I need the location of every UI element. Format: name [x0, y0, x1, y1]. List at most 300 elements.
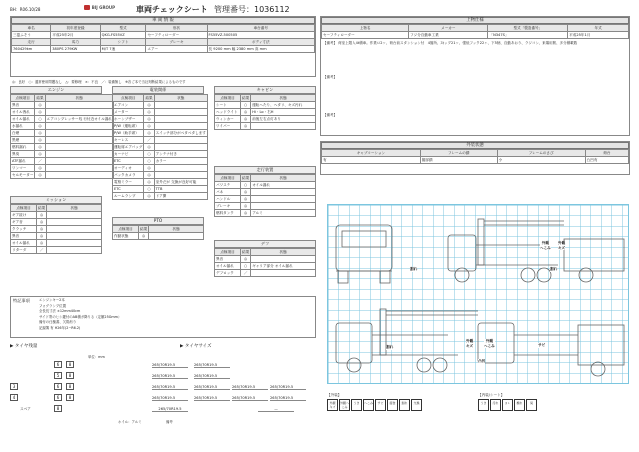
legend-item: 交換	[411, 399, 422, 411]
brand-logo: BIJ GROUP	[84, 5, 115, 11]
check-state: カラー	[154, 158, 207, 165]
check-state	[45, 151, 113, 158]
vehicle-header-cell: ボディ寸法	[207, 39, 314, 46]
upper-spec-title: 上物仕様	[321, 17, 629, 24]
damage-tag-9: 凸凹	[478, 359, 486, 363]
check-header: 点検項目	[11, 95, 35, 102]
check-state	[154, 172, 207, 179]
tyre-size: 265/70R19.5	[194, 374, 230, 379]
check-row	[215, 263, 316, 270]
check-item: パワステ	[215, 182, 241, 189]
check-header: 状態	[47, 205, 102, 212]
upper-header-cell: メーカー	[409, 25, 488, 32]
check-state	[154, 123, 207, 130]
check-result: ◎	[35, 123, 45, 130]
check-item: ETC	[113, 158, 144, 165]
check-row	[113, 233, 204, 240]
check-state: Hi・Lo・右H	[251, 109, 316, 116]
check-result: ◎	[144, 123, 154, 130]
check-result: ◎	[241, 203, 251, 210]
appearance-section	[320, 141, 630, 175]
check-item: キーレス	[113, 137, 144, 144]
running-check-table	[214, 174, 316, 217]
vehicle-header-row	[12, 39, 315, 46]
special-notes	[10, 296, 316, 338]
check-item: ETC	[113, 186, 144, 193]
vehicle-header-cell: 型式	[100, 25, 146, 32]
check-state	[45, 172, 113, 179]
check-item: シート	[215, 102, 241, 109]
special-notes-label: 特記事項	[13, 298, 30, 303]
spare-size-right: —	[258, 407, 294, 412]
check-header: 点検項目	[113, 226, 139, 233]
check-row	[11, 158, 114, 165]
mgmt-number: 管理番号：1036112	[214, 5, 290, 14]
check-state: 室外だが 交換が良好可能	[154, 179, 207, 186]
cabin-check: キャビン 点検項目 結果 状態 シート ○ 運転へたり、ヘタリ、キズ汚れ ヘッドライト ◎ Hi・Lo・右H ウィンカー ◎ 前後左右点灯あり ワイパー ◎	[214, 86, 316, 130]
vehicle-header-cell: 馬力	[51, 39, 100, 46]
check-row	[215, 102, 316, 109]
check-header: 点検項目	[215, 175, 241, 182]
check-state	[154, 165, 207, 172]
check-item: P/W（助手席）	[113, 130, 144, 137]
check-state	[47, 212, 102, 219]
exterior-legend: 【外装】 外観キズ外観へこみうき へこみ サビ 腐食 割れ 交換	[327, 393, 423, 411]
legend-item: 臭	[526, 399, 537, 411]
check-item: 燃料タンク	[215, 210, 241, 217]
check-item: メーター	[113, 109, 144, 116]
upper-value-cell: セーフティローダー	[322, 32, 409, 39]
appearance-value-cell: 有	[322, 157, 421, 164]
vehicle-header-cell: シフト	[100, 39, 146, 46]
check-row	[215, 123, 316, 130]
tyre-size-title: ▶ タイヤサイズ	[180, 344, 212, 349]
check-state: エアコンプレッサー処 行付近オイル漏れ	[46, 117, 112, 121]
check-state	[47, 233, 102, 240]
tyre-size: 265/70R19.5	[270, 385, 306, 390]
tyre-qty-box: 6	[54, 361, 62, 368]
check-result: ◎	[37, 233, 47, 240]
vehicle-value-cell: セーフティローダー	[146, 32, 207, 39]
vehicle-value-cell: M/T 7速	[100, 46, 146, 53]
check-header: 結果	[242, 250, 250, 254]
tyre-size: 265/70R19.5	[152, 374, 188, 379]
check-item: ハンドル	[215, 196, 241, 203]
check-item: 燃料漏れ	[11, 144, 35, 151]
form-code: BH：R06.10/28	[10, 7, 41, 12]
check-item: クラッチ	[11, 226, 37, 233]
vehicle-value-cell: QKG-FS55VZ	[100, 32, 146, 39]
check-row	[11, 240, 102, 247]
damage-tag-2: 外観 キズ	[558, 241, 566, 250]
check-state: 運転へたり、ヘタリ、キズ汚れ	[251, 102, 316, 109]
check-result: ◎	[144, 102, 154, 109]
check-item: 白煙	[11, 130, 35, 137]
check-state	[45, 137, 113, 144]
check-result: ◎	[37, 219, 47, 226]
tyre-qty-box: 8	[66, 394, 74, 401]
check-result: ◎	[241, 109, 251, 116]
check-state	[154, 102, 207, 109]
check-item: 水漏れ	[11, 123, 35, 130]
check-result: ◎	[35, 102, 45, 109]
electric-check-table	[112, 94, 208, 200]
check-result: ◎	[35, 137, 45, 144]
check-item: ヘッドライト	[215, 109, 241, 116]
check-row	[11, 130, 114, 137]
check-state	[154, 116, 207, 123]
check-result: ◎	[35, 165, 45, 172]
check-row	[11, 219, 102, 226]
check-state: TTB	[154, 186, 207, 193]
vehicle-value-cell: 長 9200 mm 幅 2380 mm 高 mm	[207, 46, 314, 53]
legend-item: サビ	[375, 399, 386, 411]
tyre-section	[10, 343, 316, 435]
check-result: ◎	[241, 123, 251, 130]
tyre-size: 265/70R19.5	[152, 363, 188, 368]
check-item: オーディオ	[113, 165, 144, 172]
check-state	[47, 226, 102, 233]
tyre-qty-box: 4	[10, 394, 18, 401]
tyre-qty-box: 8	[66, 372, 74, 379]
check-state: オイル漏れ	[251, 182, 316, 189]
ptoi-check-table	[112, 225, 204, 240]
check-row	[113, 179, 208, 186]
check-row	[113, 116, 208, 123]
appearance-table	[321, 149, 629, 164]
check-row	[11, 123, 114, 130]
page-title: 車両チェックシート	[136, 5, 208, 14]
check-row	[11, 102, 114, 109]
tyre-size: 265/70R19.5	[194, 363, 230, 368]
check-state	[47, 247, 102, 254]
check-row	[215, 203, 316, 210]
tyre-qty-box: 8	[66, 383, 74, 390]
check-state	[45, 123, 113, 130]
check-result: ◎	[144, 116, 154, 123]
check-state	[45, 102, 113, 109]
tyre-size: 265/70R19.5	[232, 396, 268, 401]
upper-spec-section	[320, 16, 630, 136]
legend-item: うき	[478, 399, 489, 411]
cabin-check-table	[214, 94, 316, 130]
upper-value-cell: フジ分自動車工業	[409, 32, 488, 39]
check-state	[45, 144, 113, 151]
tyre-qty-title: ▶ タイヤ残量	[10, 344, 38, 349]
check-item: 黒煙	[11, 137, 35, 144]
check-header: 結果	[140, 227, 148, 231]
check-state: ドア開	[154, 193, 207, 200]
check-row	[113, 193, 208, 200]
check-state	[251, 256, 316, 263]
check-result: ◎	[144, 144, 154, 151]
check-result: ◎	[241, 189, 251, 196]
check-result: ／	[35, 158, 45, 165]
damage-tag-3: 割れ	[550, 267, 558, 271]
check-row	[11, 116, 114, 123]
vehicle-value-cell: FS55VZ-500505	[207, 32, 314, 39]
vehicle-header-cell: 形状	[146, 25, 207, 32]
check-header: 点検項目	[11, 205, 37, 212]
vehicle-header-cell: 初年度登録	[51, 25, 100, 32]
check-item: 作動状態	[113, 233, 139, 240]
check-row	[215, 256, 316, 263]
vehicle-value-cell: エアー	[146, 46, 207, 53]
check-header: 状態	[251, 95, 316, 102]
special-note-line: フォグランプ位置	[39, 303, 66, 308]
wheel-label: ホイル：アルミ	[118, 420, 142, 424]
check-result: ○	[241, 102, 251, 109]
appearance-header-row	[322, 150, 629, 157]
check-item: 電格ミラー	[113, 179, 144, 186]
check-item: 運転席エアバッグ	[114, 145, 143, 149]
check-header: 点検項目	[215, 249, 241, 256]
check-header: 結果	[38, 206, 46, 210]
check-header: 状態	[154, 95, 207, 102]
check-result: ○	[144, 186, 154, 193]
check-state: ギャリア部分 オイル漏れ	[251, 263, 316, 270]
interior-legend: 【内装/シート】 うき 汚れ ヨレ 擦れ 臭	[478, 393, 538, 411]
special-note-line: 全長長寸法 ±12mm40cm	[39, 309, 81, 313]
check-state: 前後左右点灯あり	[251, 116, 316, 123]
check-item: ウィンカー	[215, 116, 241, 123]
appearance-value-cell: 小	[497, 157, 585, 164]
check-item: バックカメラ	[113, 172, 144, 179]
check-row	[113, 172, 208, 179]
check-item: 異音	[11, 102, 35, 109]
upper-header-cell: 年式	[568, 25, 629, 32]
check-state: アルミ	[251, 210, 316, 217]
check-item: バネ	[215, 189, 241, 196]
legend-item: うき	[351, 399, 362, 411]
check-item: P/W（運転席）	[113, 123, 144, 130]
check-state	[251, 189, 316, 196]
legend-item: 腐食	[387, 399, 398, 411]
check-row	[113, 123, 208, 130]
appearance-title: 外装状態	[321, 142, 629, 149]
damage-tag-4: 割れ	[410, 267, 418, 271]
check-item: オイル漏れ	[11, 116, 35, 123]
check-row	[215, 196, 316, 203]
check-state	[47, 219, 102, 226]
appearance-header-cell: フレームのさび	[497, 150, 585, 157]
legend-item: ヨレ	[502, 399, 513, 411]
appearance-header-cell: キャブコーション	[322, 150, 421, 157]
damage-tag-6: 外観 へこみ	[484, 339, 495, 348]
check-row	[113, 151, 208, 158]
tyre-size: 265/70R19.5	[152, 385, 188, 390]
check-row	[215, 116, 316, 123]
check-result: ◎	[241, 116, 251, 123]
check-row	[113, 102, 208, 109]
check-row	[215, 109, 316, 116]
check-header: 状態	[149, 226, 204, 233]
check-item: ギア抜け	[11, 212, 37, 219]
check-result: ／	[144, 137, 154, 144]
check-result: ◎	[144, 193, 154, 200]
check-result: ◎	[144, 165, 154, 172]
vehicle-value-cell: 380PS 279KW	[51, 46, 100, 53]
check-result: ◎	[139, 233, 149, 240]
legend-item: 擦れ	[514, 399, 525, 411]
check-row	[113, 144, 208, 151]
upper-value-cell: 平成25年1月	[568, 32, 629, 39]
check-result: ◎	[37, 226, 47, 233]
check-state	[154, 109, 207, 116]
spare-label: スペア	[20, 407, 31, 411]
check-result: ◎	[35, 144, 45, 151]
check-header: 点検項目	[215, 95, 241, 102]
vehicle-header-cell: ブレーキ	[146, 39, 207, 46]
check-row	[113, 137, 208, 144]
upper-notes-3: 【備考】	[323, 113, 337, 117]
vehicle-info-title: 車 両 情 報	[11, 17, 315, 24]
check-state	[154, 144, 207, 151]
mission-check-table	[10, 204, 102, 254]
check-item: ブレーキ	[215, 203, 241, 210]
check-item: ワンマー	[11, 165, 35, 172]
mission-check: ミッション 点検項目 結果 状態 ギア抜け ◎ ギア音 ◎ クラッチ ◎ 異音 ◎ オイル漏れ ◎ リターダ ／	[10, 196, 102, 254]
spare-size: 265/70R19.5	[152, 407, 188, 412]
check-item: ルームランプ	[113, 193, 144, 200]
check-header: 結果	[145, 96, 153, 100]
damage-tag-8: 割れ	[386, 345, 394, 349]
special-note-line: エンジンキー2本	[39, 298, 65, 302]
check-state	[45, 158, 113, 165]
check-result: ◎	[35, 109, 45, 116]
check-row	[215, 189, 316, 196]
check-state	[251, 196, 316, 203]
check-header: 状態	[45, 95, 113, 102]
check-result: ◎	[35, 172, 45, 179]
check-state: スイッチ部分がベタベタします	[155, 131, 206, 135]
check-item: オイル漏れ	[215, 263, 241, 270]
check-item: 異音	[11, 233, 37, 240]
tyre-size: 265/70R19.5	[232, 385, 268, 390]
diff-check: デフ 点検項目 結果 状態 異音 ◎ オイル漏れ ○ ギャリア部分 オイル漏れ デフロック ／	[214, 240, 316, 277]
check-state	[251, 270, 316, 277]
check-result: ／	[241, 270, 251, 277]
check-row	[11, 144, 114, 151]
special-notes-lines	[39, 298, 121, 331]
check-row	[11, 151, 114, 158]
tyre-qty-box: 6	[54, 383, 62, 390]
vehicle-value-cell: 760429km	[12, 46, 51, 53]
running-check: 走行装置 点検項目 結果 状態 パワステ ○ オイル漏れ バネ ◎ ハンドル ◎ ブレーキ ◎ 燃料タンク ◎ アルミ	[214, 166, 316, 217]
check-result: ◎	[35, 151, 45, 158]
vehicle-header-cell: 車台番号	[207, 25, 314, 32]
damage-tag-5: 外観 キズ	[466, 339, 474, 348]
check-header: 結果	[36, 96, 44, 100]
check-row	[11, 212, 102, 219]
check-result: ◎	[241, 210, 251, 217]
upper-notes-2: 【備考】	[323, 75, 337, 79]
result-legend: ◎：良好 ○：通常使用問題なし △：要修理 ×：不良 ／：装備無し ※各ご本で当社判断結果によるものです	[12, 80, 186, 84]
vehicle-info-table	[11, 24, 315, 53]
check-header: 結果	[242, 176, 250, 180]
damage-tag-1: 外観 へこみ	[540, 241, 551, 250]
legend-item: 外観へこみ	[340, 401, 350, 409]
diff-check-table	[214, 248, 316, 277]
check-state	[45, 130, 113, 137]
check-item: オイル漏れ	[11, 240, 37, 247]
damage-diagram	[327, 204, 629, 384]
check-item: ワイパー	[215, 123, 241, 130]
check-row	[11, 247, 102, 254]
vehicle-value-cell: 三菱ふそう	[12, 32, 51, 39]
check-row	[215, 182, 316, 189]
check-result: ○	[241, 263, 251, 270]
special-note-line: 備付の仕様書、欠陥有り	[39, 320, 77, 324]
check-item: リターダ	[11, 247, 37, 254]
check-result: ◎	[144, 172, 154, 179]
legend-item: 外観キズ	[327, 399, 338, 411]
check-result: ◎	[144, 179, 154, 186]
check-header: 点検項目	[113, 95, 144, 102]
check-row	[113, 109, 208, 116]
check-state	[45, 109, 113, 116]
legend-item: 汚れ	[490, 399, 501, 411]
check-result: ◎	[37, 240, 47, 247]
check-result: ◎	[35, 130, 45, 137]
check-result: ◎	[241, 256, 251, 263]
check-row	[113, 158, 208, 165]
upper-header-row	[322, 25, 629, 32]
check-item: カーナビ	[113, 151, 144, 158]
spare-qty: 8	[54, 405, 62, 412]
check-row	[113, 165, 208, 172]
check-state	[251, 123, 316, 130]
tyre-size: 265/70R19.5	[270, 396, 306, 401]
check-result: ○	[35, 116, 45, 123]
appearance-value-cell: 腰部錆	[420, 157, 497, 164]
check-state	[251, 203, 316, 210]
check-row	[11, 226, 102, 233]
vehicle-value-row	[12, 46, 315, 53]
check-item: ギア音	[11, 219, 37, 226]
upper-value-cell: 「N347S」	[488, 32, 568, 39]
tyre-size: 265/70R19.5	[152, 396, 188, 401]
check-result: ◎	[241, 196, 251, 203]
engine-check-table	[10, 94, 114, 179]
check-result: ○	[144, 151, 154, 158]
legend-item: へこみ	[363, 399, 374, 411]
check-state: アンテナ付き	[154, 151, 207, 158]
vehicle-info-section	[10, 16, 316, 77]
check-item: オイル洩れ	[11, 109, 35, 116]
engine-check: エンジン 点検項目 結果 状態 異音 ◎ オイル洩れ ◎ オイル漏れ ○ エアコンプレッサー処 行付近オイル漏れ 水漏れ ◎ 白煙 ◎ 黒煙 ◎ 燃料漏れ ◎ 異臭 ◎ ATF漏れ ／ ワンマー ◎ セルモーター ◎	[12, 87, 112, 177]
check-result: ◎	[37, 212, 47, 219]
upper-notes: 【備考】 荷室上限入4t積車。作業ロ2ヶ、荷台前スタンション付 4箇所、ｽｷップ21ヶ、強低フック22ヶ、下5柄、自動あおり、ラジコン、来場用筋、多分積載数	[323, 41, 578, 45]
vehicle-header-cell: 走行	[12, 39, 51, 46]
truck-outline-drawing	[328, 205, 630, 385]
appearance-header-cell: 荷台	[585, 150, 628, 157]
check-header: 状態	[251, 175, 316, 182]
appearance-value-row	[322, 157, 629, 164]
upper-spec-table	[321, 24, 629, 39]
check-state	[47, 240, 102, 247]
check-row	[215, 210, 316, 217]
check-row	[215, 270, 316, 277]
tyre-note-label: 備考	[166, 420, 173, 424]
check-result: ◎	[144, 109, 154, 116]
damage-tag-7: サビ	[538, 343, 546, 347]
check-item: デフロック	[215, 270, 241, 277]
pto-check: PTO 点検項目 結果 状態 作動状態 ◎	[112, 217, 204, 240]
upper-value-row	[322, 32, 629, 39]
special-note-line: サイド寄のヒシ鍵付のAB積ガ降りる（定額25Gmm）	[39, 314, 122, 319]
check-row	[11, 233, 102, 240]
